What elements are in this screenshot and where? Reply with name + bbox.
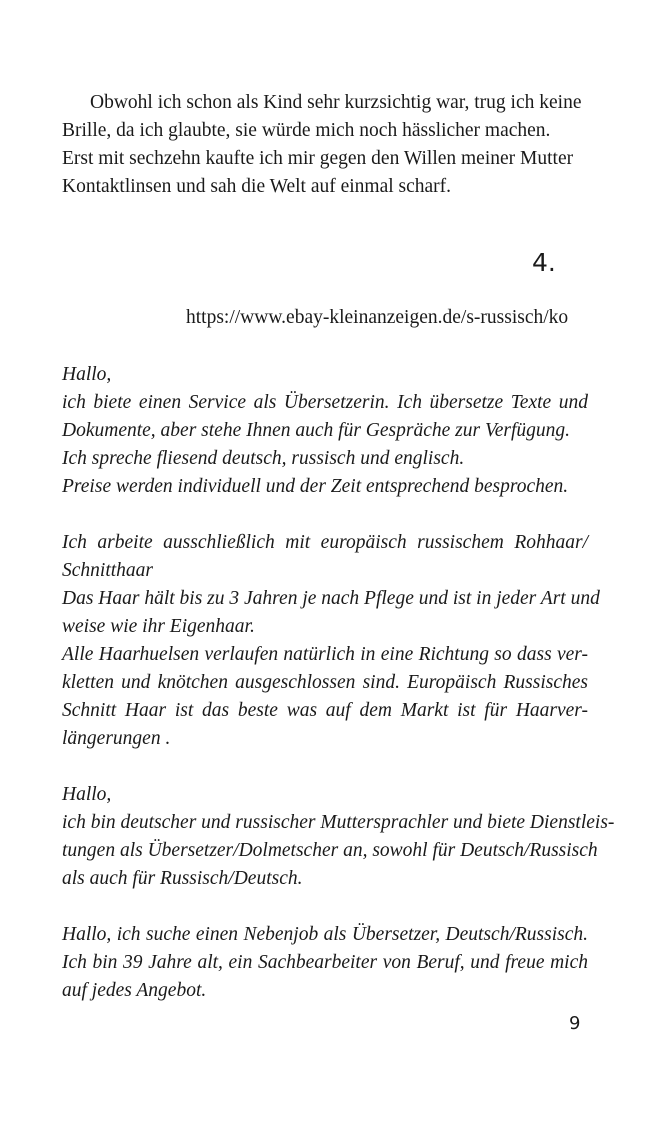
ad-line: Ich spreche fliesend deutsch, russisch und englisch. — [62, 448, 465, 469]
intro-line: Erst mit sechzehn kaufte ich mir gegen den Willen meiner Mutter — [62, 148, 574, 169]
ad-line: ich bin deutscher und russischer Muttersprachler und biete Dienstleis- — [62, 812, 615, 833]
ad-line: Dokumente, aber stehe Ihnen auch für Gespräche zur Verfügung. — [62, 420, 570, 441]
ad-line: Schnitthaar — [62, 560, 153, 581]
intro-line: Kontaktlinsen und sah die Welt auf einmal scharf. — [62, 176, 452, 197]
chapter-number: 4. — [532, 248, 556, 277]
ad-line: Hallo, — [62, 364, 112, 385]
ad-line: Preise werden individuell und der Zeit entsprechend besprochen. — [62, 476, 569, 497]
ad-block — [62, 781, 615, 893]
ad-line: längerungen . — [62, 728, 171, 749]
ad-line: Alle Haarhuelsen verlaufen natürlich in eine Richtung so dass ver- — [62, 644, 588, 665]
ad-line: Das Haar hält bis zu 3 Jahren je nach Pflege und ist in jeder Art und — [62, 588, 600, 609]
ad-block — [62, 921, 588, 1005]
url-heading: https://www.ebay-kleinanzeigen.de/s-russisch/ko — [186, 307, 569, 328]
ad-line: Hallo, — [62, 784, 112, 805]
ad-line: Ich arbeite ausschließlich mit europäisch russischem Rohhaar/ — [62, 532, 588, 553]
ad-line: auf jedes Angebot. — [62, 980, 207, 1001]
intro-paragraph — [62, 89, 588, 201]
ad-line: tungen als Übersetzer/Dolmetscher an, sowohl für Deutsch/Russisch — [62, 840, 598, 861]
page-number: 9 — [569, 1013, 581, 1034]
ad-line: weise wie ihr Eigenhaar. — [62, 616, 255, 637]
ad-line: als auch für Russisch/Deutsch. — [62, 868, 303, 889]
intro-line: Obwohl ich schon als Kind sehr kurzsichtig war, trug ich keine — [90, 92, 582, 113]
ad-line: kletten und knötchen ausgeschlossen sind. Europäisch Russisches — [62, 672, 588, 693]
ad-line: ich biete einen Service als Übersetzerin. Ich übersetze Texte und — [62, 392, 588, 413]
ad-block — [62, 529, 600, 753]
ad-line: Hallo, ich suche einen Nebenjob als Übersetzer, Deutsch/Russisch. — [62, 924, 588, 945]
intro-line: Brille, da ich glaubte, sie würde mich noch hässlicher machen. — [62, 120, 551, 141]
ad-block — [62, 361, 588, 501]
ads-section — [62, 361, 615, 1033]
ad-line: Schnitt Haar ist das beste was auf dem Markt ist für Haarver- — [62, 700, 588, 721]
ad-line: Ich bin 39 Jahre alt, ein Sachbearbeiter von Beruf, und freue mich — [62, 952, 588, 973]
